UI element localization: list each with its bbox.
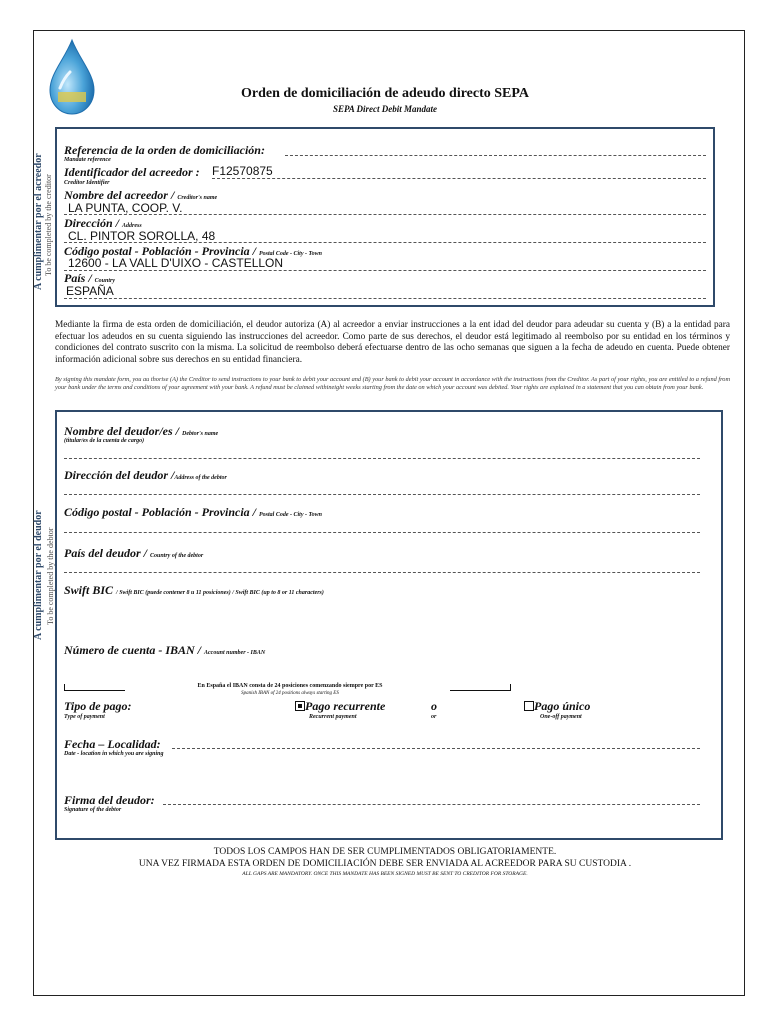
- creditor-country-label: País /: [64, 271, 92, 285]
- iban-label: Número de cuenta - IBAN /: [64, 643, 202, 657]
- debtor-address-label-en: Address of the debtor: [174, 475, 227, 481]
- creditor-postal-label-en: Postal Code - City - Town: [259, 251, 322, 257]
- payment-type-label-en: Type of payment: [64, 714, 105, 720]
- debtor-address-label: Dirección del deudor /: [64, 468, 175, 482]
- creditor-postal-field: [64, 270, 706, 271]
- creditor-side-label: A cumplimentar por el acreedor: [33, 153, 44, 290]
- creditor-name-field: [64, 214, 706, 215]
- signature-label-en: Signature of the debtor: [64, 807, 122, 813]
- legal-text-en: By signing this mandate form, you au thorise (A) the Creditor to send instructions to your bank to debit your account and (B) your bank to debit your account in accordance with the instructions from the Creditor. As part of your rights, you are entitled to a refund from your bank under the terms and conditions of your agreement with your bank. A refund must be claimed withineight weeks starting from the date on which your account was debited. Your rights are explained in a statement that you can obtain from your bank.: [55, 376, 730, 392]
- creditor-address-label-en: Address: [122, 223, 142, 229]
- mandate-reference-field[interactable]: [285, 155, 706, 156]
- creditor-identifier-field: [212, 178, 706, 179]
- debtor-postal-label: Código postal - Población - Provincia /: [64, 505, 256, 519]
- debtor-postal-label-en: Postal Code - City - Town: [259, 512, 322, 518]
- footer-line-3: ALL GAPS ARE MANDATORY. ONCE THIS MANDATE HAS BEEN SIGNED MUST BE SENT TO CREDITOR FOR STORAGE.: [242, 871, 528, 877]
- page-subtitle: SEPA Direct Debit Mandate: [332, 104, 438, 114]
- oneoff-payment-checkbox[interactable]: [524, 701, 534, 711]
- swift-bic-input[interactable]: [64, 600, 700, 630]
- or-label-en: or: [431, 714, 437, 720]
- creditor-address-label: Dirección /: [64, 216, 119, 230]
- debtor-name-label: Nombre del deudor/es /: [64, 424, 179, 438]
- recurrent-payment-checkbox[interactable]: [295, 701, 305, 711]
- debtor-name-note: (titular/es de la cuenta de cargo): [64, 438, 145, 444]
- legal-text-es: Mediante la firma de esta orden de domiciliación, el deudor autoriza (A) al acreedor a enviar instrucciones a la ent idad del deudor para adeudar su cuenta y (B) a la entidad para efectuar los adeudos en su cuenta siguiendo las instrucciones del acreedor. Como parte de sus derechos, el deudor está legitimado al reembolso por su entidad en los términos y condiciones del contrato suscrito con la misma. La solicitud de reembolso deberá efectuarse dentro de las ocho semanas que siguen a la fecha de adeudo en cuenta. Puede obtener información adicional sobre sus derechos en su entidad financiera.: [55, 320, 730, 365]
- creditor-address-field: [64, 242, 706, 243]
- recurrent-payment-label: Pago recurrente: [305, 699, 386, 713]
- oneoff-payment-label-en: One-off payment: [540, 714, 582, 720]
- date-location-label-en: Date - location in which you are signing: [64, 751, 164, 757]
- iban-label-en: Account number - IBAN: [204, 650, 266, 656]
- debtor-name-label-en: Debtor's name: [182, 431, 219, 437]
- iban-note-en: Spanish IBAN of 24 positions always starting ES: [241, 691, 339, 696]
- oneoff-payment-label: Pago único: [534, 699, 591, 713]
- iban-bracket-left: [64, 684, 125, 691]
- creditor-name-label-en: Creditor's name: [177, 195, 218, 201]
- debtor-postal-field[interactable]: [64, 532, 700, 533]
- creditor-side-label-en: To be completed by the creditor: [44, 174, 53, 276]
- mandate-reference-label: Referencia de la orden de domiciliación:: [64, 143, 265, 157]
- debtor-country-label-en: Country of the debtor: [150, 553, 204, 559]
- creditor-country-field: [64, 298, 706, 299]
- footer-line-1: TODOS LOS CAMPOS HAN DE SER CUMPLIMENTADOS OBLIGATORIAMENTE.: [213, 847, 557, 857]
- debtor-address-field[interactable]: [64, 494, 700, 495]
- date-location-label: Fecha – Localidad:: [64, 737, 161, 751]
- iban-input[interactable]: [64, 660, 700, 685]
- footer-line-2: UNA VEZ FIRMADA ESTA ORDEN DE DOMICILIACIÓN DEBE SER ENVIADA AL ACREEDOR PARA SU CUSTODIA .: [138, 859, 632, 869]
- creditor-address-value: CL. PINTOR SOROLLA, 48: [68, 229, 216, 243]
- swift-note: / Swift BIC (puede contener 8 u 11 posiciones) / Swift BIC (up to 8 or 11 characters): [116, 590, 324, 596]
- or-label: o: [431, 699, 437, 713]
- signature-label: Firma del deudor:: [64, 793, 155, 807]
- creditor-postal-value: 12600 - LA VALL D'UIXO - CASTELLON: [68, 256, 284, 270]
- creditor-name-value: LA PUNTA, COOP. V.: [68, 201, 183, 215]
- debtor-side-label: A cumplimentar por el deudor: [33, 510, 44, 640]
- mandate-reference-label-en: Mandate reference: [64, 157, 111, 163]
- creditor-identifier-label-en: Creditor Identifier: [64, 180, 110, 186]
- recurrent-payment-label-en: Recurrent payment: [309, 714, 357, 720]
- signature-field[interactable]: [163, 804, 700, 805]
- debtor-name-field[interactable]: [64, 458, 700, 459]
- creditor-name-label: Nombre del acreedor /: [64, 188, 175, 202]
- page-title: Orden de domiciliación de adeudo directo SEPA: [240, 86, 530, 101]
- payment-type-label: Tipo de pago:: [64, 699, 132, 713]
- creditor-postal-label: Código postal - Población - Provincia /: [64, 244, 256, 258]
- iban-note: En España el IBAN consta de 24 posiciones comenzando siempre por ES: [197, 683, 383, 689]
- debtor-side-label-en: To be completed by the debtor: [46, 527, 55, 625]
- debtor-country-field[interactable]: [64, 572, 700, 573]
- debtor-country-label: País del deudor /: [64, 546, 147, 560]
- creditor-identifier-label: Identificador del acreedor :: [64, 165, 200, 179]
- swift-label: Swift BIC: [64, 583, 114, 597]
- iban-bracket-right: [450, 684, 511, 691]
- creditor-identifier-value: F12570875: [212, 164, 273, 178]
- creditor-country-label-en: Country: [94, 278, 116, 284]
- creditor-country-value: ESPAÑA: [66, 284, 114, 298]
- date-location-field[interactable]: [172, 748, 700, 749]
